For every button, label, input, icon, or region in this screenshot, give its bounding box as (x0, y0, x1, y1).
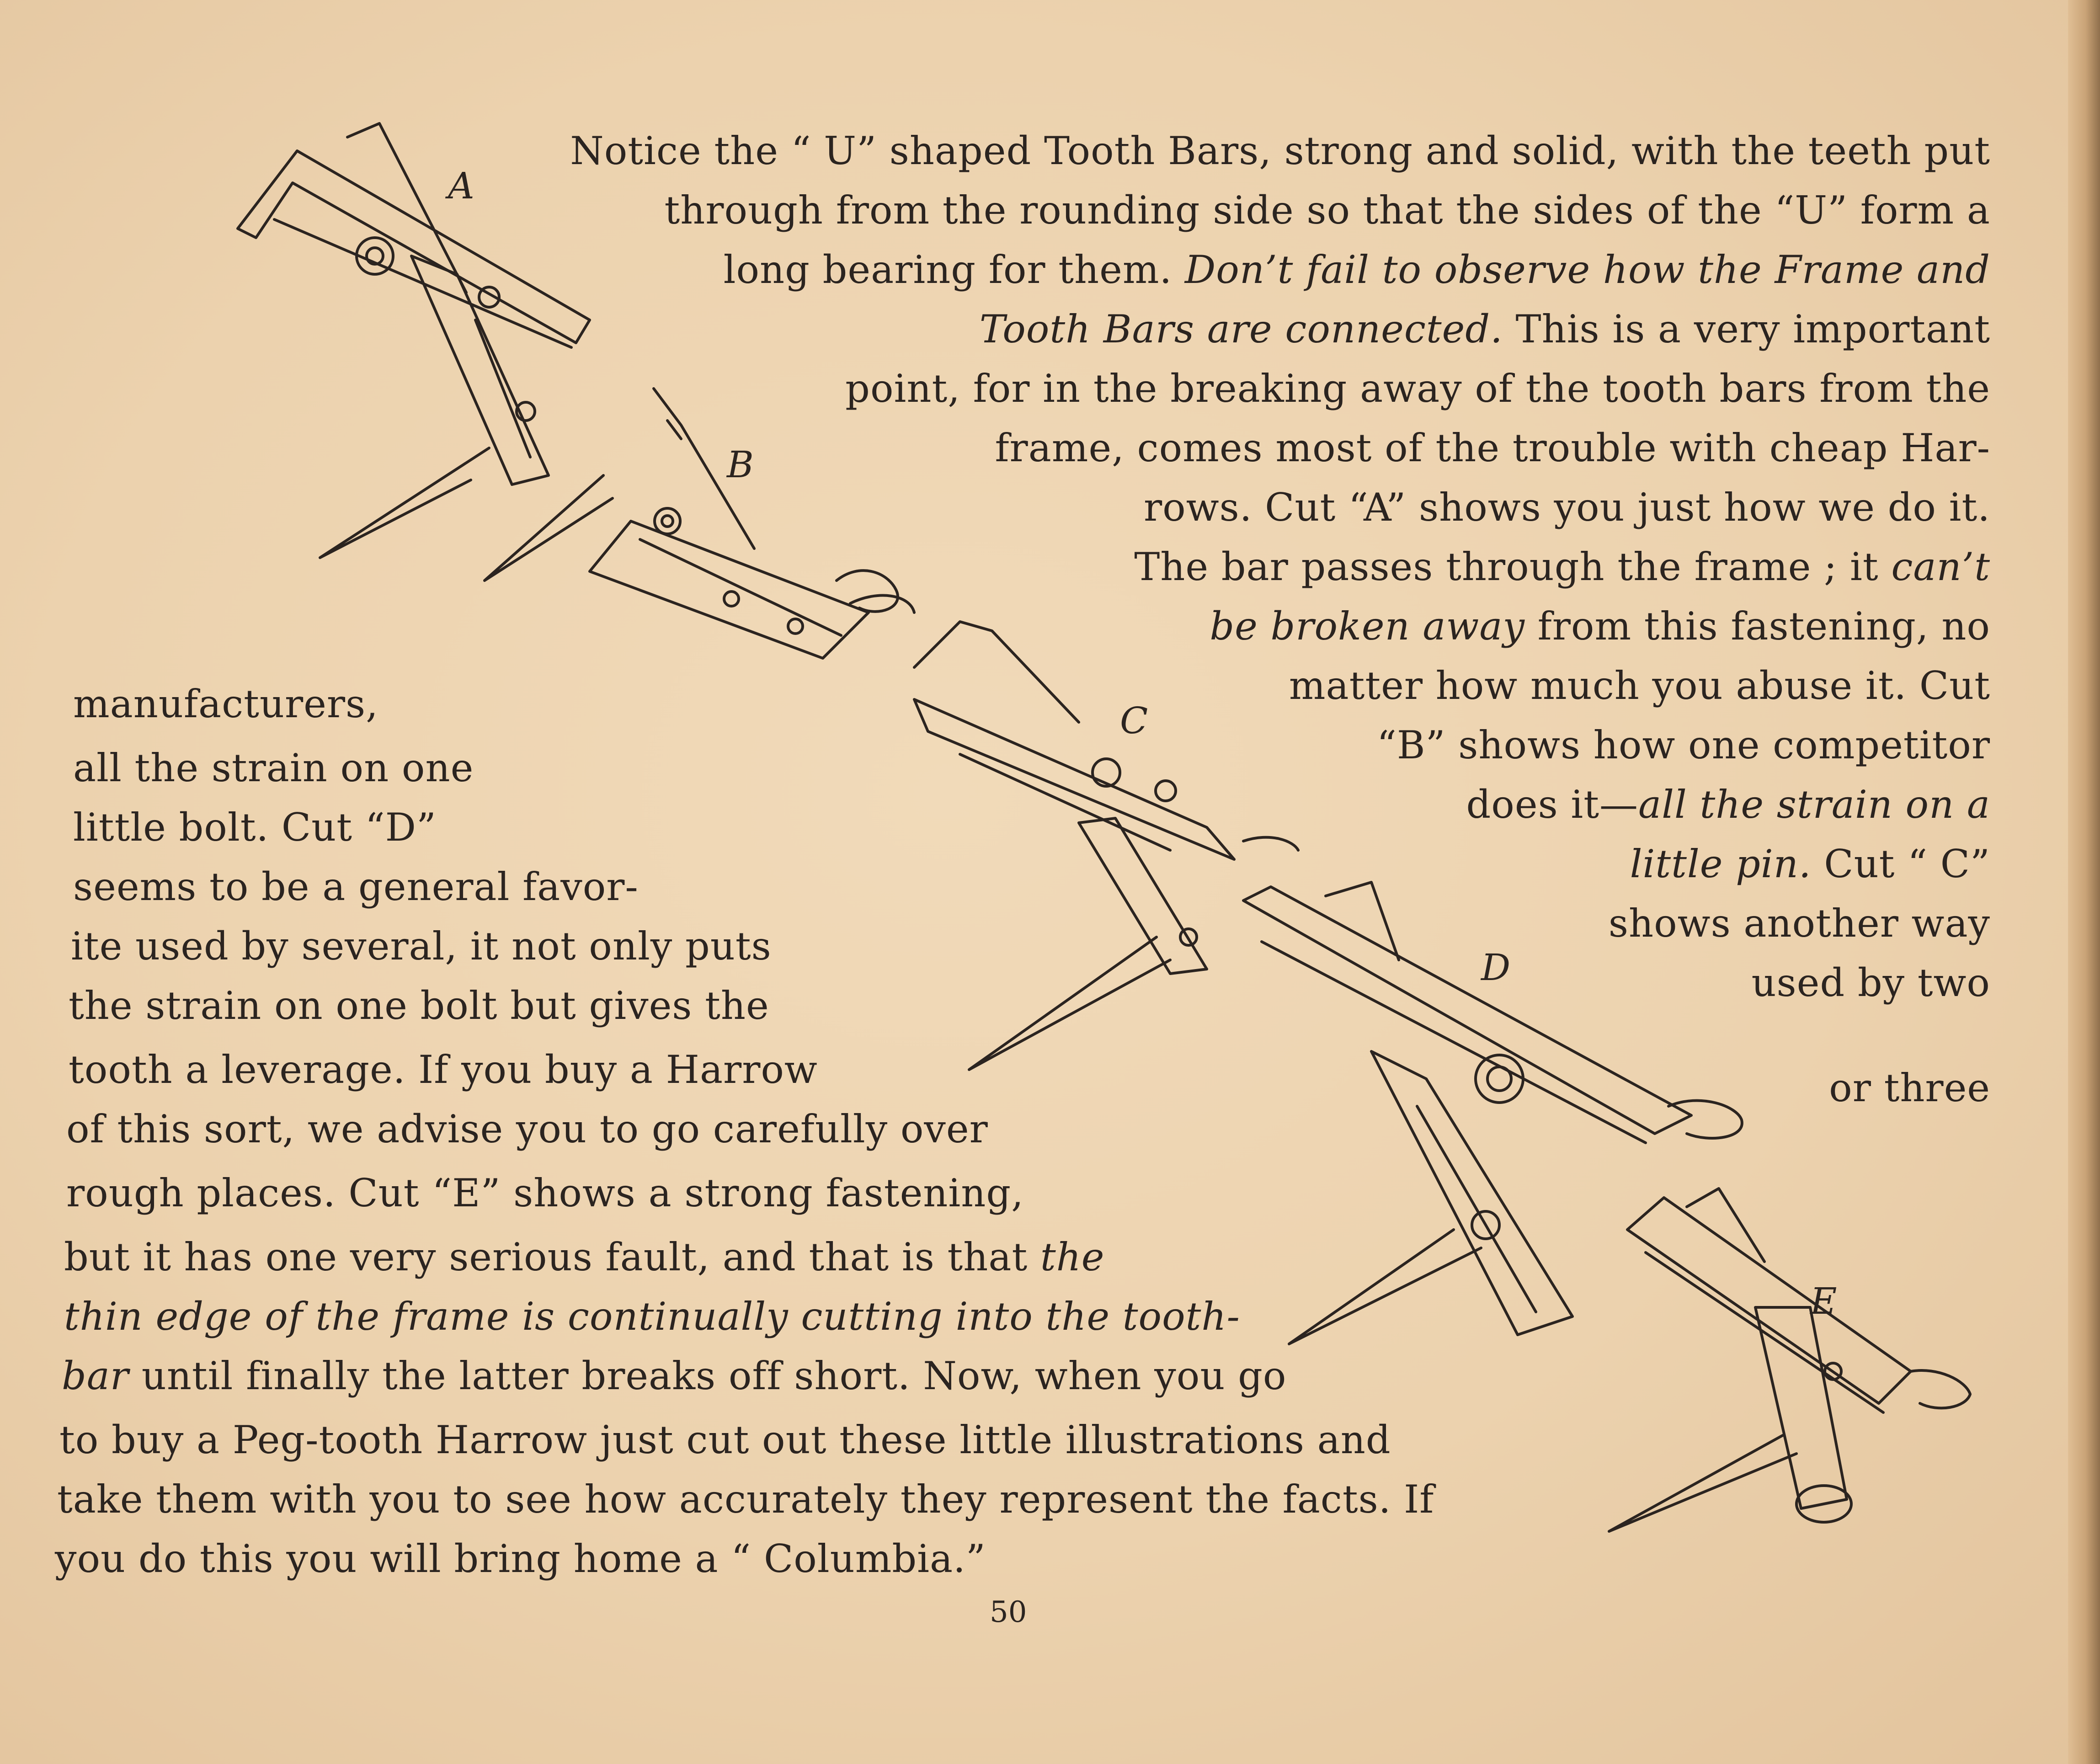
text-run: the strain on one bolt but gives the (69, 983, 769, 1028)
text-line (57, 1476, 1434, 1522)
text-run: “B” shows how one competitor (1376, 723, 1990, 767)
text-line (62, 1353, 1286, 1399)
text-line (73, 805, 437, 850)
text-run: Notice the “ U” shaped Tooth Bars, strong and solid, with the teeth put (570, 128, 1990, 173)
text-line (73, 864, 639, 910)
italic-text: bar (62, 1354, 129, 1398)
text-line (1377, 722, 1990, 768)
text-run: Cut “ C” (1811, 842, 1990, 886)
text-line (570, 128, 1990, 174)
text-line (73, 681, 378, 727)
text-run: to buy a Peg-tooth Harrow just cut out these little illustrations and (59, 1418, 1391, 1462)
text-line (64, 1234, 1105, 1280)
text-run: rough places. Cut “E” shows a strong fastening, (66, 1171, 1024, 1215)
text-line (980, 306, 1990, 352)
figure-label-b: B (727, 443, 754, 486)
figure-label-d: D (1481, 946, 1511, 989)
text-line (845, 366, 1990, 411)
text-line (1466, 782, 1990, 827)
text-run: of this sort, we advise you to go carefully over (66, 1107, 988, 1151)
text-run: until finally the latter breaks off short. Now, when you go (129, 1354, 1287, 1398)
figure-cut-e (1609, 1188, 1970, 1531)
italic-text: the (1040, 1235, 1105, 1279)
text-line (71, 923, 772, 969)
text-line (1829, 1065, 1990, 1111)
text-run: but it has one very serious fault, and that is that (64, 1235, 1040, 1279)
italic-text: be broken away (1210, 604, 1525, 649)
text-run: all the strain on one (73, 746, 474, 790)
italic-text: Don’t fail to observe how the Frame and (1184, 247, 1990, 292)
italic-text: Tooth Bars are connected. (979, 307, 1503, 352)
text-line (995, 425, 1990, 471)
text-line (1144, 485, 1990, 530)
text-line (64, 1294, 1240, 1339)
text-run: shows another way (1608, 901, 1990, 946)
figure-cut-a (238, 123, 590, 558)
text-line (69, 983, 769, 1029)
text-line (664, 187, 1990, 233)
text-line (73, 745, 474, 791)
text-line (1609, 901, 1990, 946)
text-line (1289, 663, 1990, 709)
text-run: This is a very important (1503, 307, 1990, 352)
text-run: seems to be a general favor- (73, 864, 639, 909)
figure-label-c: C (1120, 699, 1148, 742)
italic-text: little pin. (1630, 842, 1812, 886)
text-line (59, 1417, 1391, 1463)
text-run: used by two (1751, 960, 1990, 1005)
figure-label-e: E (1810, 1280, 1837, 1322)
text-line (55, 1536, 986, 1582)
text-line (1210, 603, 1990, 649)
text-line (724, 247, 1990, 293)
figure-cut-b (485, 389, 914, 658)
text-run: point, for in the breaking away of the tooth bars from the (845, 366, 1990, 411)
text-run: you do this you will bring home a “ Columbia.” (55, 1536, 986, 1581)
text-line (66, 1106, 988, 1152)
page-number: 50 (990, 1595, 1027, 1629)
italic-text: all the strain on a (1638, 782, 1990, 827)
text-run: from this fastening, no (1524, 604, 1990, 649)
text-line (66, 1170, 1024, 1216)
text-line (69, 1047, 818, 1093)
text-run: ite used by several, it not only puts (71, 924, 772, 969)
text-run: rows. Cut “A” shows you just how we do it. (1143, 485, 1990, 530)
text-line (1751, 960, 1990, 1006)
text-run: The bar passes through the frame ; it (1134, 544, 1892, 589)
figure-cut-c (914, 622, 1298, 1070)
text-run: manufacturers, (73, 682, 378, 726)
text-run: tooth a leverage. If you buy a Harrow (69, 1047, 818, 1092)
text-run: through from the rounding side so that the sides of the “U” form a (664, 188, 1990, 233)
text-run: long bearing for them. (723, 247, 1185, 292)
text-run: matter how much you abuse it. Cut (1289, 663, 1990, 708)
text-run: does it— (1466, 782, 1638, 827)
text-line (1134, 544, 1990, 590)
text-run: little bolt. Cut “D” (73, 805, 437, 850)
text-run: or three (1829, 1066, 1990, 1110)
italic-text: can’t (1891, 544, 1990, 589)
text-run: frame, comes most of the trouble with cheap Har- (995, 426, 1990, 470)
text-line (1630, 841, 1990, 887)
text-run: take them with you to see how accurately they represent the facts. If (57, 1477, 1434, 1522)
italic-text: thin edge of the frame is continually cutting into the tooth- (64, 1294, 1240, 1339)
figure-label-a: A (448, 165, 474, 207)
